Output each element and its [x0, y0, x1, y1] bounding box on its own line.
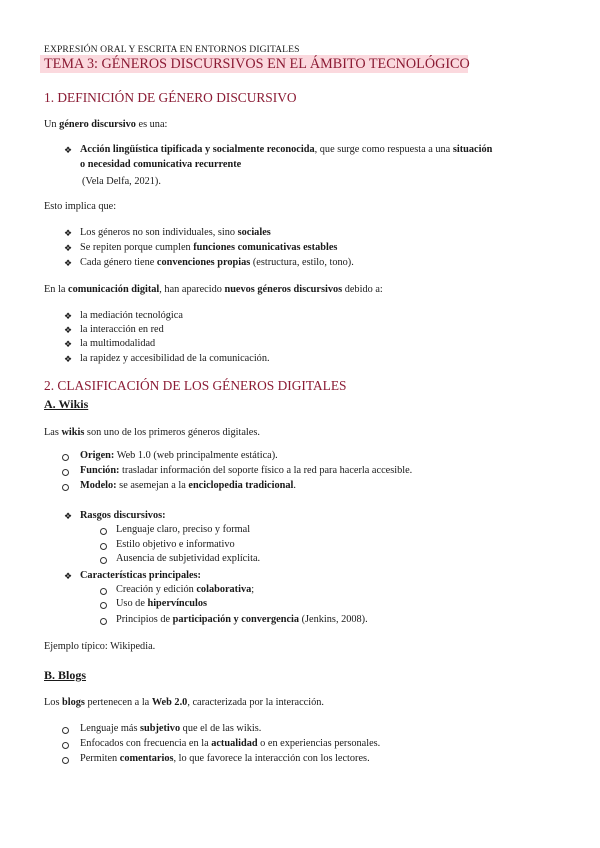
caract-item: Principios de participación y convergencia (Jenkins, 2008).: [116, 614, 368, 625]
cause-item: la mediación tecnológica: [80, 310, 183, 321]
definition-intro: Un género discursivo es una:: [44, 119, 168, 130]
caract-item: Creación y edición colaborativa;: [116, 584, 255, 595]
diamond-bullet-icon: ❖: [64, 339, 73, 349]
implies-intro: Esto implica que:: [44, 201, 117, 212]
blogs-item: Permiten comentarios, lo que favorece la interacción con los lectores.: [80, 753, 370, 764]
circle-bullet-icon: [100, 618, 107, 625]
circle-bullet-icon: [62, 454, 69, 461]
definition-citation: (Vela Delfa, 2021).: [82, 176, 161, 187]
topic-title: TEMA 3: GÉNEROS DISCURSIVOS EN EL ÁMBITO TECNOLÓGICO: [40, 55, 468, 73]
implies-item: Cada género tiene convenciones propias (estructura, estilo, tono).: [80, 257, 354, 268]
rasgo-item: Estilo objetivo e informativo: [116, 539, 235, 550]
wikis-caract-label: Características principales:: [80, 570, 201, 581]
course-title: EXPRESIÓN ORAL Y ESCRITA EN ENTORNOS DIGITALES: [44, 44, 300, 55]
diamond-bullet-icon: ❖: [64, 258, 73, 268]
digital-communication-intro: En la comunicación digital, han aparecido nuevos géneros discursivos debido a:: [44, 284, 383, 295]
implies-item: Los géneros no son individuales, sino sociales: [80, 227, 271, 238]
blogs-heading: B. Blogs: [44, 668, 87, 682]
circle-bullet-icon: [100, 602, 107, 609]
circle-bullet-icon: [62, 469, 69, 476]
blogs-item: Lenguaje más subjetivo que el de las wikis.: [80, 723, 262, 734]
circle-bullet-icon: [62, 727, 69, 734]
section-1-heading: 1. DEFINICIÓN DE GÉNERO DISCURSIVO: [44, 90, 297, 105]
circle-bullet-icon: [100, 543, 107, 550]
diamond-bullet-icon: ❖: [64, 354, 73, 364]
circle-bullet-icon: [62, 484, 69, 491]
diamond-bullet-icon: ❖: [64, 145, 73, 155]
circle-bullet-icon: [100, 557, 107, 564]
implies-item: Se repiten porque cumplen funciones comunicativas estables: [80, 242, 338, 253]
wikis-example: Ejemplo típico: Wikipedia.: [44, 641, 156, 652]
circle-bullet-icon: [100, 588, 107, 595]
circle-bullet-icon: [62, 757, 69, 764]
wikis-origin: Origen: Web 1.0 (web principalmente estática).: [80, 450, 278, 461]
cause-item: la multimodalidad: [80, 338, 156, 349]
caract-item: Uso de hipervínculos: [116, 598, 207, 609]
circle-bullet-icon: [100, 528, 107, 535]
rasgo-item: Ausencia de subjetividad explícita.: [116, 553, 261, 564]
blogs-intro: Los blogs pertenecen a la Web 2.0, caracterizada por la interacción.: [44, 697, 324, 708]
definition-line-2: o necesidad comunicativa recurrente: [80, 159, 242, 170]
cause-item: la interacción en red: [80, 324, 164, 335]
diamond-bullet-icon: ❖: [64, 311, 73, 321]
diamond-bullet-icon: ❖: [64, 243, 73, 253]
diamond-bullet-icon: ❖: [64, 571, 73, 581]
wikis-model: Modelo: se asemejan a la enciclopedia tradicional.: [80, 480, 296, 491]
diamond-bullet-icon: ❖: [64, 228, 73, 238]
diamond-bullet-icon: ❖: [64, 511, 73, 521]
blogs-item: Enfocados con frecuencia en la actualidad o en experiencias personales.: [80, 738, 381, 749]
wikis-heading: A. Wikis: [44, 397, 89, 411]
cause-item: la rapidez y accesibilidad de la comunicación.: [80, 353, 270, 364]
wikis-rasgos-label: Rasgos discursivos:: [80, 510, 166, 521]
wikis-function: Función: trasladar información del soporte físico a la red para hacerla accesible.: [80, 465, 413, 476]
diamond-bullet-icon: ❖: [64, 325, 73, 335]
wikis-intro: Las wikis son uno de los primeros géneros digitales.: [44, 427, 260, 438]
definition-line-1: Acción lingüística tipificada y socialmente reconocida, que surge como respuesta a una situación: [80, 144, 493, 155]
circle-bullet-icon: [62, 742, 69, 749]
section-2-heading: 2. CLASIFICACIÓN DE LOS GÉNEROS DIGITALES: [44, 378, 347, 393]
rasgo-item: Lenguaje claro, preciso y formal: [116, 524, 251, 535]
